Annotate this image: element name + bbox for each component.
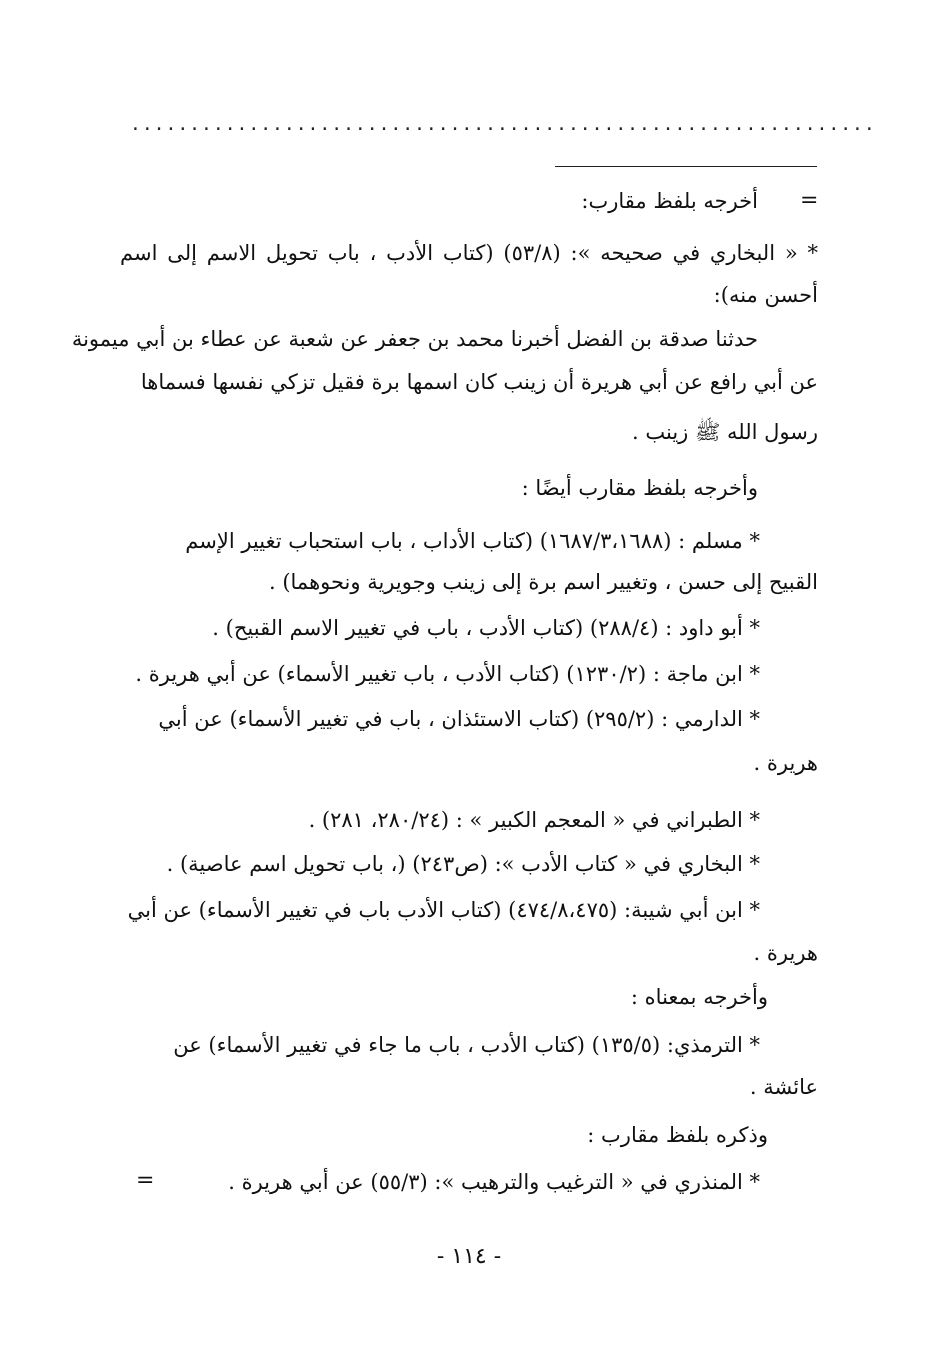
- footnote-rule: [555, 166, 817, 167]
- text-line-12: * الدارمي : (٢٩٥/٢) (كتاب الاستئذان ، باب في تغيير الأسماء) عن أبي: [158, 707, 760, 731]
- text-line-20: عائشة .: [749, 1075, 818, 1099]
- text-line-16: * ابن أبي شيبة: (٤٧٤/٨،٤٧٥) (كتاب الأدب باب في تغيير الأسماء) عن أبي: [127, 898, 760, 922]
- text-line-21: وذكره بلفظ مقارب :: [587, 1123, 768, 1147]
- text-line-6: رسول الله ﷺ زينب .: [632, 420, 818, 444]
- text-line-11: * ابن ماجة : (١٢٣٠/٢) (كتاب الأدب ، باب تغيير الأسماء) عن أبي هريرة .: [135, 662, 760, 686]
- text-line-14: * الطبراني في « المعجم الكبير » : (٢٨٠/٢٤، ٢٨١) .: [308, 808, 760, 832]
- text-line-18: وأخرجه بمعناه :: [630, 985, 768, 1009]
- page-number: - ١١٤ -: [436, 1244, 502, 1269]
- text-line-7: وأخرجه بلفظ مقارب أيضًا :: [521, 476, 758, 500]
- text-line-2: * « البخاري في صحيحه »: (٥٣/٨) (كتاب الأدب ، باب تحويل الاسم إلى اسم: [120, 241, 818, 265]
- text-line-10: * أبو داود : (٢٨٨/٤) (كتاب الأدب ، باب في تغيير الاسم القبيح) .: [212, 616, 760, 640]
- continuation-mark-top: =: [800, 188, 819, 213]
- text-line-8: * مسلم : (١٦٨٧/٣،١٦٨٨) (كتاب الأداب ، باب استحباب تغيير الإسم: [185, 529, 760, 553]
- text-line-4: حدثنا صدقة بن الفضل أخبرنا محمد بن جعفر عن شعبة عن عطاء بن أبي ميمونة: [71, 327, 758, 351]
- text-line-19: * الترمذي: (١٣٥/٥) (كتاب الأدب ، باب ما جاء في تغيير الأسماء) عن: [173, 1033, 760, 1057]
- text-line-17: هريرة .: [753, 941, 818, 965]
- text-line-22: * المنذري في « الترغيب والترهيب »: (٥٥/٣) عن أبي هريرة .: [228, 1170, 760, 1194]
- text-line-9: القبيح إلى حسن ، وتغيير اسم برة إلى زينب وجويرية ونحوهما) .: [268, 570, 818, 594]
- text-line-15: * البخاري في « كتاب الأدب »: (ص٢٤٣) (، باب تحويل اسم عاصية) .: [166, 852, 760, 876]
- dotted-separator: ...............................................................: [130, 114, 876, 135]
- text-line-13: هريرة .: [753, 751, 818, 775]
- text-line-5: عن أبي رافع عن أبي هريرة أن زينب كان اسمها برة فقيل تزكي نفسها فسماها: [140, 370, 818, 394]
- continuation-mark-bottom: =: [136, 1168, 155, 1193]
- text-line-1: أخرجه بلفظ مقارب:: [581, 189, 758, 213]
- text-line-3: أحسن منه):: [713, 283, 818, 307]
